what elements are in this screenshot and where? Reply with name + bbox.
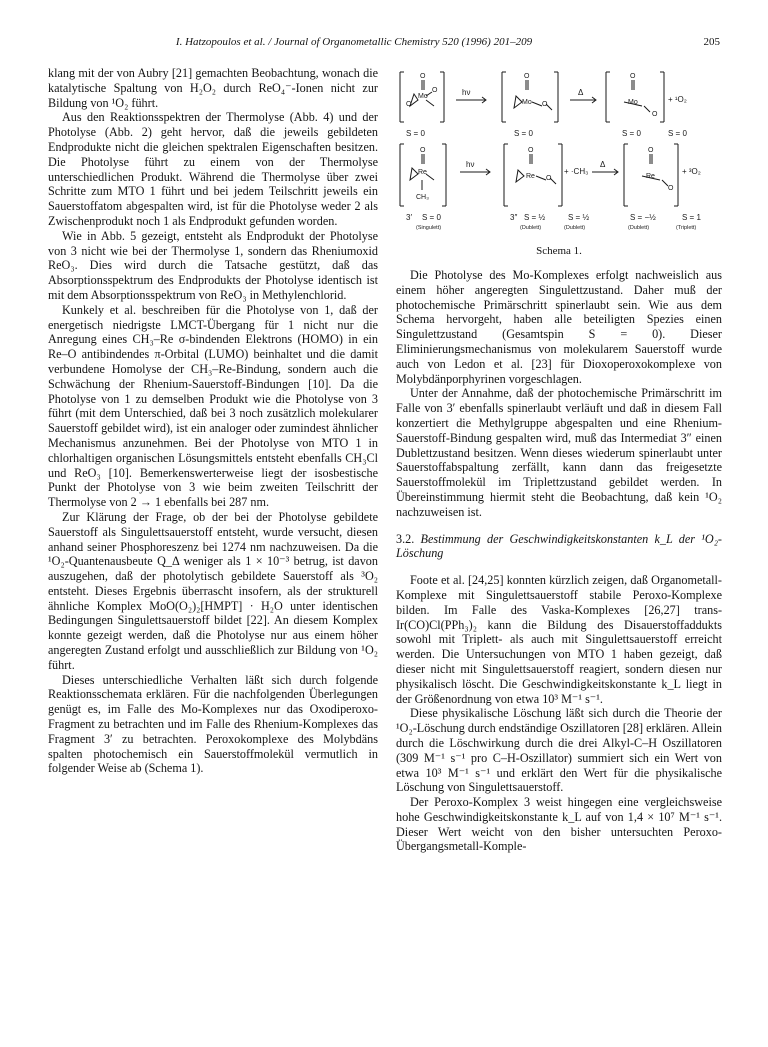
- section-number: 3.2.: [396, 531, 415, 546]
- atom-label: Mo: [418, 93, 428, 100]
- atom-label: O: [406, 101, 412, 108]
- state-label: (Triplett): [676, 225, 697, 231]
- paragraph: Diese physikalische Löschung läßt sich durch die Theorie der ¹O₂-Löschung durch endständige Oszillatoren [28] erklären. Allein durch die Löschwirkung durch die drei Alkyl-C–H Oszillatoren (309 M⁻¹ s⁻¹ pro C–H-Oszillator) summiert sich ein Wert von etwa 10³ M⁻¹ s⁻¹ und erklärt den Wert für die physikalische Löschung von Singulettsauerstoff.: [396, 706, 722, 795]
- arrow-label: hν: [462, 88, 471, 97]
- paragraph: Zur Klärung der Frage, ob der bei der Photolyse gebildete Sauerstoff als Singulettsauerstoff entsteht, wurde versucht, diesen anhand seiner Phosphoreszenz bei 1274 nm nachzuweisen. Da die ¹O₂-Quantenausbeute Q_Δ weniger als 1 × 10⁻³ betrug, ist davon auszugehen, daß der photolytisch gebildete Sauerstoff als ³O₂ entsteht. Dieses Ergebnis überrascht insofern, als der strukturell ähnliche Komplex MoO(O₂)₂[HMPT] · H₂O unter identischen Bedingungen Singulettsauerstoff bildet [22]. An diesem Komplex konnte gezeigt werden, daß die Photolyse nur aus einem höher angeregten Zustand erfolgt und ausschließlich zur Bildung von ¹O₂ führt.: [48, 509, 378, 672]
- running-header: [48, 36, 720, 52]
- atom-label: CH₃: [416, 194, 429, 201]
- atom-label: O: [668, 185, 674, 192]
- atom-label: O: [524, 73, 530, 80]
- atom-label: O: [652, 111, 658, 118]
- page-number: 205: [703, 36, 720, 48]
- spin-label: S = −½: [630, 213, 656, 222]
- state-label: (Dublett): [520, 225, 542, 231]
- atom-label: Re: [418, 169, 427, 176]
- paragraph: Aus den Reaktionsspektren der Thermolyse (Abb. 4) und der Photolyse (Abb. 2) geht hervor, daß die jeweils gebildeten Endprodukte nicht die gleichen spektralen Eigenschaften besitzen. Die Photolyse führt zu einem von der Thermolyse unterschiedlichen Produkt. Während die Thermolyse über zwei Schritte zum MTO 1 führt und bei jedem Teilschritt jeweils ein Sauerstoffatom abgespalten wird, ist für die Photolyse weder 2 als Zwischenprodukt noch 1 als Endprodukt gefunden worden.: [48, 110, 378, 228]
- reaction-scheme: [396, 66, 722, 260]
- arrow-label: hν: [466, 160, 475, 169]
- spin-label: S = 0: [514, 129, 533, 138]
- scheme-drawing: [396, 66, 722, 244]
- paragraph: Foote et al. [24,25] konnten kürzlich zeigen, daß Organometall-Komplexe mit Singulettsauerstoff stabile Peroxo-Komplexe bilden. Im Falle des Vaska-Komplexes [26,27] trans-Ir(CO)Cl(PPh₃)₂ kann die Bildung des Disauerstoffaddukts sowohl mit Triplett- als auch mit Singulettsauerstoff erreicht werden. Die Untersuchungen von MTO 1 haben gezeigt, daß dieser nicht mit Singulettsauerstoff reagiert, sondern diesen nur physikalisch löscht. Die Geschwindigkeitskonstante k_L liegt in der Größenordnung von etwa 10³ M⁻¹ s⁻¹.: [396, 573, 722, 706]
- atom-label: O: [420, 73, 426, 80]
- paragraph: klang mit der von Aubry [21] gemachten Beobachtung, wonach die katalytische Spaltung von H₂O₂ durch ReO₄⁻-Ionen nicht zur Bildung von ¹O₂ führt.: [48, 66, 378, 110]
- paragraph: Der Peroxo-Komplex 3 weist hingegen eine vergleichsweise hohe Geschwindigkeitskonstante k_L auf von 1,4 × 10⁷ M⁻¹ s⁻¹. Dieser Wert weicht von den bisher untersuchten Peroxo-Übergangsmetall-Komple-: [396, 795, 722, 854]
- paragraph: Die Photolyse des Mo-Komplexes erfolgt nachweislich aus einem höher angeregten Singulettzustand. Daher muß der photochemische Primärschritt spinerlaubt sein. Wie aus dem Schema hervorgeht, haben alle beteiligten Spezies einen Singulettzustand (Gesamtspin S = 0). Dieser Eliminierungsmechanismus von molekularem Sauerstoff wurde auch von Ledon et al. [23] für Dioxoperoxokomplexe von Molybdänporphyrinen vorgeschlagen.: [396, 268, 722, 386]
- product-extra: + ¹O₂: [668, 95, 687, 104]
- atom-label: O: [542, 101, 548, 108]
- atom-label: O: [546, 175, 552, 182]
- atom-label: O: [528, 147, 534, 154]
- spin-label: S = 0: [422, 213, 441, 222]
- atom-label: Mo: [522, 99, 532, 106]
- atom-label: Mo: [628, 99, 638, 106]
- spin-label: S = 0: [668, 129, 687, 138]
- state-label: (Dublett): [628, 225, 650, 231]
- state-label: (Singulett): [416, 225, 442, 231]
- arrow-label: Δ: [600, 160, 606, 169]
- paragraph: Unter der Annahme, daß der photochemische Primärschritt im Falle von 3′ ebenfalls spinerlaubt verläuft und daß in diesem Fall konzertiert die Methylgruppe abgespalten und eine Rhenium-Sauerstoff-Bindung gespalten wird, muß das Intermediat 3″ einen Dublettzustand besitzen. Wenn dieses wiederum spinerlaubt unter Sauerstoffabspaltung zerfällt, kann dann das freigesetzte Sauerstoffmolekül im Triplettzustand gebildet werden. In Übereinstimmung hiermit steht die Beobachtung, daß kein ¹O₂ nachzuweisen ist.: [396, 386, 722, 519]
- paragraph: Kunkely et al. beschreiben für die Photolyse von 1, daß der energetisch niedrigste LMCT-Übergang für 1 nicht nur die Anregung eines CH₃–Re σ-bindenden Elektrons (HOMO) in ein Re–O antibindendes π-Orbital (LUMO) beinhaltet und die damit verbundene Homolyse der CH₃–Re-Bindung, sondern auch die Schwächung der Rhenium-Sauerstoff-Bindungen [10]. Da die Photolyse von 1 zu demselben Produkt wie die Photolyse von 3 führt (mit dem Unterschied, daß bei 3 noch zusätzlich molekularer Sauerstoff gebildet wird), ist ein analoger oder zumindest ähnlicher Mechanismus anzunehmen. Bei der Photolyse von MTO 1 in chlorhaltigen organischen Lösungsmittels entsteht ebenfalls CH₃Cl und ReO₃ [10]. Bemerkenswerterweise liegt der isosbestische Punkt der Photolyse von 3 wie beim zweiten Teilschritt der Thermolyse von 2 → 1 ebenfalls bei 287 nm.: [48, 302, 378, 510]
- atom-label: O: [420, 147, 426, 154]
- atom-label: Re: [526, 173, 535, 180]
- atom-label: O: [630, 73, 636, 80]
- paragraph: Wie in Abb. 5 gezeigt, entsteht als Endprodukt der Photolyse von 3 nicht wie bei der Thermolyse 1, sondern das Rheniumoxid ReO₃. Dies wird durch die Tatsache gestützt, daß das Absorptionsspektrum des Endprodukts der Photolyse identisch ist mit dem Absorptionsspektrum von ReO₃ in Methylenchlorid.: [48, 228, 378, 302]
- section-heading: [396, 532, 722, 562]
- atom-label: O: [432, 87, 438, 94]
- compound-label: 3″: [510, 213, 518, 222]
- product-extra: + ³O₂: [682, 167, 701, 176]
- spin-label: S = ½: [568, 213, 590, 222]
- spin-label: S = 0: [622, 129, 641, 138]
- methyl-radical: + ·CH₃: [564, 167, 589, 176]
- left-column: [48, 66, 378, 776]
- state-label: (Dublett): [564, 225, 586, 231]
- compound-label: 3′: [406, 213, 412, 222]
- spin-label: S = 1: [682, 213, 701, 222]
- paragraph: Dieses unterschiedliche Verhalten läßt sich durch folgende Reaktionsschemata erklären. Für die nachfolgenden Überlegungen genügt es, im Falle des Mo-Komplexes nur das Oxodiperoxo-Fragment zu betrachten und im Falle des Rhenium-Komplexes das Fragment 3′ zu betrachten. Peroxokomplexe des Molybdäns spalten photochemisch ein Sauerstoffmolekül vermutlich in folgender Weise ab (Schema 1).: [48, 672, 378, 776]
- atom-label: Re: [646, 173, 655, 180]
- spin-label: S = ½: [524, 213, 546, 222]
- scheme-caption: Schema 1.: [536, 245, 582, 257]
- section-title: Bestimmung der Geschwindigkeitskonstanten k_L der ¹O₂-Löschung: [396, 531, 722, 561]
- right-column: [396, 66, 722, 854]
- spin-label: S = 0: [406, 129, 425, 138]
- journal-running-head: I. Hatzopoulos et al. / Journal of Organometallic Chemistry 520 (1996) 201–209: [175, 36, 533, 48]
- arrow-label: Δ: [578, 88, 584, 97]
- atom-label: O: [648, 147, 654, 154]
